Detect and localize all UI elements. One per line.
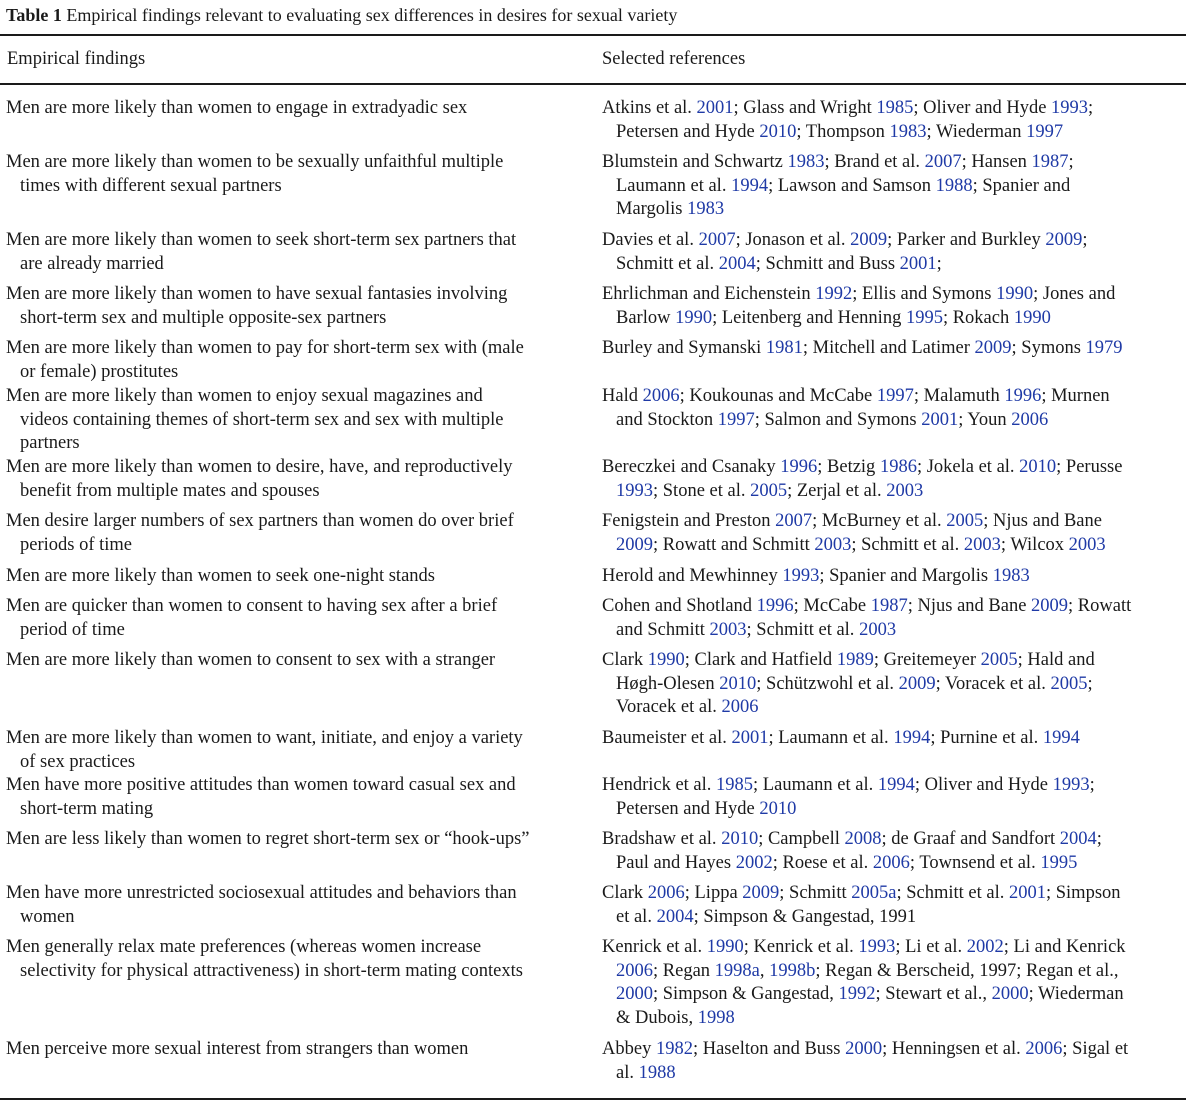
finding-cell: [6, 595, 605, 642]
citation-year-link[interactable]: 2010: [1019, 457, 1057, 477]
citation-text: ; Schmitt and Buss: [755, 253, 900, 274]
finding-cell: [6, 229, 605, 276]
citation-year-link[interactable]: 1996: [780, 457, 818, 477]
references-cell: [602, 97, 1200, 144]
citation-year-link[interactable]: 2000: [845, 1039, 883, 1059]
citation-text: Laumann et al.: [616, 175, 732, 196]
finding-line: Men are quicker than women to consent to having sex after a brief: [6, 596, 498, 616]
table-label: Table 1: [6, 5, 62, 25]
citation-year-link[interactable]: 2005: [750, 480, 788, 501]
finding-line: Men are more likely than women to seek one-night stands: [6, 566, 435, 586]
citation-text: Margolis: [616, 199, 688, 220]
citation-text: Fenigstein and Preston: [602, 511, 776, 531]
citation-year-link[interactable]: 2006: [1025, 1039, 1063, 1059]
citation-year-link[interactable]: 1983: [787, 152, 825, 172]
citation-text: ; Haselton and Buss: [692, 1039, 846, 1059]
citation-text: Kenrick et al.: [602, 937, 707, 957]
citation-text: ; Henningsen et al.: [882, 1039, 1026, 1059]
citation-text: ; Li and Kenrick: [1003, 937, 1126, 957]
citation-year-link[interactable]: 2001: [1008, 883, 1046, 903]
finding-line: Men desire larger numbers of sex partners than women do over brief: [6, 511, 514, 531]
citation-text: ;: [936, 253, 942, 274]
citation-text: ; Koukounas and McCabe: [679, 386, 877, 406]
citation-text: Atkins et al.: [602, 98, 697, 118]
finding-line: benefit from multiple mates and spouses: [20, 480, 320, 501]
citation-text: ; Brand et al.: [824, 152, 925, 172]
header-rule: [0, 83, 1186, 85]
citation-text: ; Campbell: [758, 829, 845, 849]
citation-year-link[interactable]: 2003: [963, 534, 1001, 555]
finding-line: period of time: [20, 619, 125, 640]
citation-text: ; Mitchell and Latimer: [802, 338, 975, 358]
citation-year-link[interactable]: 2009: [742, 883, 780, 903]
finding-cell: [6, 1038, 605, 1062]
citation-text: Petersen and Hyde: [616, 798, 760, 819]
citation-text: Cohen and Shotland: [602, 596, 757, 616]
citation-year-link[interactable]: 1981: [765, 338, 803, 358]
citation-year-link[interactable]: 2003: [859, 619, 897, 640]
citation-text: ; Lawson and Samson: [768, 175, 936, 196]
references-cell: [602, 456, 1200, 503]
citation-year-link[interactable]: 2002: [735, 852, 773, 873]
finding-cell: [6, 828, 605, 852]
citation-text: et al.: [616, 906, 657, 927]
citation-year-link[interactable]: 1995: [1040, 852, 1078, 873]
citation-text: ,: [759, 960, 770, 981]
citation-year-link[interactable]: 1994: [877, 775, 915, 795]
citation-text: ;: [1088, 98, 1094, 118]
citation-text: Burley and Symanski: [602, 338, 766, 358]
finding-line: short-term mating: [20, 798, 154, 819]
citation-year-link[interactable]: 1990: [706, 937, 744, 957]
citation-text: ; Jones and: [1033, 284, 1116, 304]
citation-year-link[interactable]: 1987: [1031, 152, 1069, 172]
top-rule: [0, 34, 1186, 36]
citation-year-link[interactable]: 2006: [872, 852, 910, 873]
finding-line: women: [20, 906, 75, 927]
finding-line: of sex practices: [20, 751, 136, 772]
citation-year-link[interactable]: 2005: [1050, 673, 1088, 694]
citation-year-link[interactable]: 2002: [966, 937, 1004, 957]
citation-text: ;: [1082, 230, 1088, 250]
citation-year-link[interactable]: 1989: [836, 650, 874, 670]
citation-year-link[interactable]: 1983: [889, 121, 927, 142]
citation-text: & Dubois,: [616, 1008, 698, 1029]
citation-year-link[interactable]: 1993: [782, 566, 820, 586]
citation-text: Davies et al.: [602, 230, 699, 250]
citation-text: ; Laumann et al.: [768, 728, 894, 748]
table-caption: [6, 3, 677, 27]
citation-year-link[interactable]: 2000: [991, 984, 1029, 1005]
citation-text: ; Rowatt: [1068, 596, 1132, 616]
finding-line: Men are more likely than women to want, initiate, and enjoy a variety: [6, 728, 523, 748]
references-cell: [602, 595, 1200, 642]
citation-text: ; de Graaf and Sandfort: [881, 829, 1060, 849]
citation-year-link[interactable]: 1995: [905, 307, 943, 328]
citation-year-link[interactable]: 1997: [717, 409, 755, 430]
citation-year-link[interactable]: 1990: [1013, 307, 1051, 328]
citation-year-link[interactable]: 2007: [698, 230, 736, 250]
references-cell: [602, 936, 1200, 1031]
citation-year-link[interactable]: 2010: [719, 673, 757, 694]
citation-year-link[interactable]: 2010: [721, 829, 759, 849]
citation-year-link[interactable]: 2001: [696, 98, 734, 118]
citation-text: ; Laumann et al.: [753, 775, 878, 795]
finding-line: Men perceive more sexual interest from strangers than women: [6, 1039, 469, 1059]
citation-text: ; McBurney et al.: [812, 511, 947, 531]
citation-text: ; Greitemeyer: [873, 650, 981, 670]
finding-cell: [6, 565, 605, 589]
citation-year-link[interactable]: 1983: [687, 199, 725, 220]
citation-text: ; Oliver and Hyde: [914, 775, 1053, 795]
citation-text: ; Leitenberg and Henning: [712, 307, 906, 328]
citation-year-link[interactable]: 1979: [1085, 338, 1123, 358]
citation-year-link[interactable]: 2010: [759, 798, 797, 819]
citation-text: Petersen and Hyde: [616, 121, 760, 142]
references-cell: [602, 283, 1200, 330]
citation-text: ; Hald and: [1017, 650, 1095, 670]
citation-text: ; Rokach: [942, 307, 1014, 328]
citation-year-link[interactable]: 1998a: [714, 960, 760, 981]
citation-year-link[interactable]: 2004: [1059, 829, 1097, 849]
citation-text: al.: [616, 1062, 639, 1083]
finding-cell: [6, 337, 605, 384]
citation-year-link[interactable]: 2006: [642, 386, 680, 406]
references-cell: [602, 229, 1200, 276]
citation-year-link[interactable]: 2001: [731, 728, 769, 748]
citation-year-link[interactable]: 2007: [775, 511, 813, 531]
citation-text: Clark: [602, 650, 648, 670]
citation-year-link[interactable]: 2006: [616, 960, 653, 981]
citation-text: ; Spanier and Margolis: [819, 566, 993, 586]
citation-text: ; Youn: [958, 409, 1012, 430]
citation-text: ; Spanier and: [972, 175, 1071, 196]
citation-text: Hendrick et al.: [602, 775, 717, 795]
finding-cell: [6, 936, 605, 983]
citation-text: ; Schmitt: [779, 883, 852, 903]
citation-text: Barlow: [616, 307, 676, 328]
citation-year-link[interactable]: 1983: [992, 566, 1030, 586]
citation-text: ; Ellis and Symons: [852, 284, 997, 304]
citation-year-link[interactable]: 2005a: [851, 883, 897, 903]
citation-text: ; Kenrick et al.: [743, 937, 859, 957]
finding-line: Men are more likely than women to consent to sex with a stranger: [6, 650, 496, 670]
citation-year-link[interactable]: 1986: [879, 457, 917, 477]
citation-year-link[interactable]: 2001: [899, 253, 937, 274]
finding-line: Men are more likely than women to engage in extradyadic sex: [6, 98, 468, 118]
citation-year-link[interactable]: 2009: [898, 673, 936, 694]
citation-year-link[interactable]: 2003: [709, 619, 747, 640]
citation-year-link[interactable]: 1997: [1026, 121, 1064, 142]
citation-text: ; Schmitt et al.: [746, 619, 860, 640]
citation-text: Bradshaw et al.: [602, 829, 722, 849]
citation-text: ; Oliver and Hyde: [913, 98, 1052, 118]
finding-line: periods of time: [20, 534, 133, 555]
citation-text: ; Symons: [1011, 338, 1086, 358]
citation-text: ; Sigal et: [1062, 1039, 1129, 1059]
citation-text: ; Regan & Berscheid, 1997; Regan et al.,: [815, 960, 1119, 981]
citation-year-link[interactable]: 1993: [1051, 98, 1089, 118]
references-cell: [602, 727, 1200, 751]
finding-line: Men are more likely than women to desire, have, and reproductively: [6, 457, 513, 477]
finding-cell: [6, 151, 605, 198]
citation-year-link[interactable]: 1993: [858, 937, 896, 957]
finding-line: videos containing themes of short-term sex and sex with multiple: [20, 409, 504, 430]
citation-year-link[interactable]: 2003: [886, 480, 924, 501]
citation-text: ; Simpson: [1045, 883, 1121, 903]
citation-year-link[interactable]: 1985: [716, 775, 754, 795]
citation-year-link[interactable]: 2004: [656, 906, 694, 927]
citation-text: ; Thompson: [796, 121, 890, 142]
citation-text: Hald: [602, 386, 643, 406]
citation-text: ; Schmitt et al.: [896, 883, 1009, 903]
finding-cell: [6, 649, 605, 673]
finding-cell: [6, 882, 605, 929]
citation-text: ; Glass and Wright: [733, 98, 877, 118]
finding-line: times with different sexual partners: [20, 175, 282, 196]
citation-text: ; Purnine et al.: [930, 728, 1043, 748]
citation-year-link[interactable]: 1988: [935, 175, 973, 196]
citation-text: ; Schützwohl et al.: [756, 673, 899, 694]
citation-year-link[interactable]: 2001: [921, 409, 959, 430]
citation-text: ; Simpson & Gangestad, 1991: [693, 906, 917, 927]
finding-line: selectivity for physical attractiveness) in short-term mating contexts: [20, 960, 523, 981]
citation-year-link[interactable]: 2009: [1045, 230, 1083, 250]
citation-year-link[interactable]: 2005: [980, 650, 1018, 670]
citation-text: Herold and Mewhinney: [602, 566, 783, 586]
finding-line: Men have more unrestricted sociosexual attitudes and behaviors than: [6, 883, 517, 903]
citation-year-link[interactable]: 1994: [731, 175, 769, 196]
citation-text: ; Rowatt and Schmitt: [653, 534, 815, 555]
citation-year-link[interactable]: 1993: [1052, 775, 1090, 795]
citation-text: ; Roese et al.: [772, 852, 873, 873]
citation-text: ; Jonason et al.: [735, 230, 851, 250]
citation-text: ; Hansen: [961, 152, 1032, 172]
finding-cell: [6, 510, 605, 557]
finding-line: Men are less likely than women to regret short-term sex or “hook-ups”: [6, 829, 530, 849]
column-header-references: Selected references: [602, 49, 746, 69]
references-cell: [602, 510, 1200, 557]
finding-line: partners: [20, 433, 80, 454]
citation-text: Paul and Hayes: [616, 852, 736, 873]
references-cell: [602, 882, 1200, 929]
citation-text: ; Stewart et al.,: [875, 984, 992, 1005]
citation-year-link[interactable]: 2009: [616, 534, 653, 555]
citation-year-link[interactable]: 2009: [850, 230, 888, 250]
citation-year-link[interactable]: 2009: [974, 338, 1012, 358]
citation-year-link[interactable]: 2000: [616, 984, 653, 1005]
finding-line: Men generally relax mate preferences (whereas women increase: [6, 937, 482, 957]
citation-year-link[interactable]: 1994: [1042, 728, 1080, 748]
references-cell: [602, 774, 1200, 821]
finding-line: or female) prostitutes: [20, 361, 179, 382]
finding-line: short-term sex and multiple opposite-sex partners: [20, 307, 387, 328]
finding-line: are already married: [20, 253, 164, 274]
citation-year-link[interactable]: 1990: [996, 284, 1034, 304]
citation-year-link[interactable]: 1985: [876, 98, 914, 118]
citation-year-link[interactable]: 1982: [655, 1039, 693, 1059]
citation-year-link[interactable]: 1996: [1004, 386, 1042, 406]
citation-year-link[interactable]: 1996: [756, 596, 794, 616]
citation-text: ;: [1089, 775, 1095, 795]
citation-year-link[interactable]: 2010: [759, 121, 797, 142]
references-cell: [602, 385, 1200, 432]
citation-text: ; Malamuth: [913, 386, 1005, 406]
citation-text: ; Njus and Bane: [983, 511, 1102, 531]
references-cell: [602, 649, 1200, 720]
citation-text: ; Jokela et al.: [916, 457, 1020, 477]
citation-text: ; McCabe: [793, 596, 871, 616]
references-cell: [602, 828, 1200, 875]
citation-text: Bereczkei and Csanaky: [602, 457, 781, 477]
citation-text: ; Schmitt et al.: [851, 534, 964, 555]
citation-text: ; Wilcox: [1000, 534, 1069, 555]
finding-cell: [6, 283, 605, 330]
citation-text: ; Perusse: [1056, 457, 1123, 477]
citation-year-link[interactable]: 2008: [844, 829, 882, 849]
finding-cell: [6, 727, 605, 774]
citation-year-link[interactable]: 1987: [870, 596, 908, 616]
citation-year-link[interactable]: 1992: [838, 984, 876, 1005]
citation-text: ; Townsend et al.: [909, 852, 1041, 873]
citation-text: Høgh-Olesen: [616, 673, 720, 694]
citation-text: ; Wiederman: [1028, 984, 1124, 1005]
citation-year-link[interactable]: 1990: [647, 650, 685, 670]
citation-text: ; Clark and Hatfield: [684, 650, 837, 670]
citation-text: ;: [1087, 673, 1093, 694]
citation-year-link[interactable]: 1993: [616, 480, 653, 501]
citation-year-link[interactable]: 1997: [876, 386, 914, 406]
citation-text: Schmitt et al.: [616, 253, 719, 274]
citation-text: ; Voracek et al.: [935, 673, 1051, 694]
citation-year-link[interactable]: 1998b: [769, 960, 816, 981]
citation-text: ; Salmon and Symons: [754, 409, 922, 430]
citation-year-link[interactable]: 1992: [815, 284, 853, 304]
citation-year-link[interactable]: 1994: [893, 728, 931, 748]
finding-cell: [6, 385, 605, 456]
citation-text: ; Li et al.: [895, 937, 967, 957]
citation-year-link[interactable]: 2009: [1031, 596, 1069, 616]
finding-cell: [6, 456, 605, 503]
finding-line: Men are more likely than women to pay for short-term sex with (male: [6, 338, 524, 358]
citation-text: and Stockton: [616, 409, 718, 430]
citation-year-link[interactable]: 2003: [1068, 534, 1106, 555]
finding-cell: [6, 774, 605, 821]
citation-year-link[interactable]: 2003: [814, 534, 852, 555]
citation-year-link[interactable]: 2006: [721, 697, 759, 718]
references-cell: [602, 337, 1200, 361]
citation-text: ; Regan: [653, 960, 715, 981]
citation-text: ;: [1096, 829, 1102, 849]
citation-text: Blumstein and Schwartz: [602, 152, 788, 172]
column-header-findings: Empirical findings: [7, 49, 146, 69]
citation-text: ; Murnen: [1041, 386, 1110, 406]
finding-line: Men are more likely than women to enjoy sexual magazines and: [6, 386, 483, 406]
citation-text: ; Simpson & Gangestad,: [653, 984, 839, 1005]
citation-year-link[interactable]: 2005: [946, 511, 984, 531]
references-cell: [602, 151, 1200, 222]
citation-year-link[interactable]: 1998: [697, 1008, 735, 1029]
citation-text: ; Lippa: [684, 883, 743, 903]
citation-text: ; Stone et al.: [653, 480, 751, 501]
references-cell: [602, 1038, 1200, 1085]
citation-text: Clark: [602, 883, 648, 903]
finding-line: Men have more positive attitudes than women toward casual sex and: [6, 775, 516, 795]
citation-text: ; Betzig: [817, 457, 880, 477]
citation-text: Abbey: [602, 1039, 656, 1059]
citation-text: ; Njus and Bane: [907, 596, 1032, 616]
citation-text: Ehrlichman and Eichenstein: [602, 284, 816, 304]
citation-year-link[interactable]: 2006: [1011, 409, 1049, 430]
references-cell: [602, 565, 1200, 589]
finding-line: Men are more likely than women to have sexual fantasies involving: [6, 284, 508, 304]
finding-cell: [6, 97, 605, 121]
citation-text: ; Parker and Burkley: [887, 230, 1046, 250]
finding-line: Men are more likely than women to be sexually unfaithful multiple: [6, 152, 504, 172]
citation-year-link[interactable]: 1988: [638, 1062, 676, 1083]
citation-text: and Schmitt: [616, 619, 710, 640]
citation-year-link[interactable]: 2007: [924, 152, 962, 172]
citation-text: Baumeister et al.: [602, 728, 732, 748]
citation-year-link[interactable]: 2004: [718, 253, 756, 274]
citation-text: ; Wiederman: [926, 121, 1027, 142]
citation-text: Voracek et al.: [616, 697, 722, 718]
table-title: Empirical findings relevant to evaluating sex differences in desires for sexual variety: [66, 5, 678, 25]
finding-line: Men are more likely than women to seek short-term sex partners that: [6, 230, 517, 250]
citation-year-link[interactable]: 1990: [675, 307, 713, 328]
citation-text: ; Zerjal et al.: [787, 480, 887, 501]
bottom-rule: [0, 1098, 1186, 1100]
citation-year-link[interactable]: 2006: [647, 883, 685, 903]
citation-text: ;: [1068, 152, 1074, 172]
